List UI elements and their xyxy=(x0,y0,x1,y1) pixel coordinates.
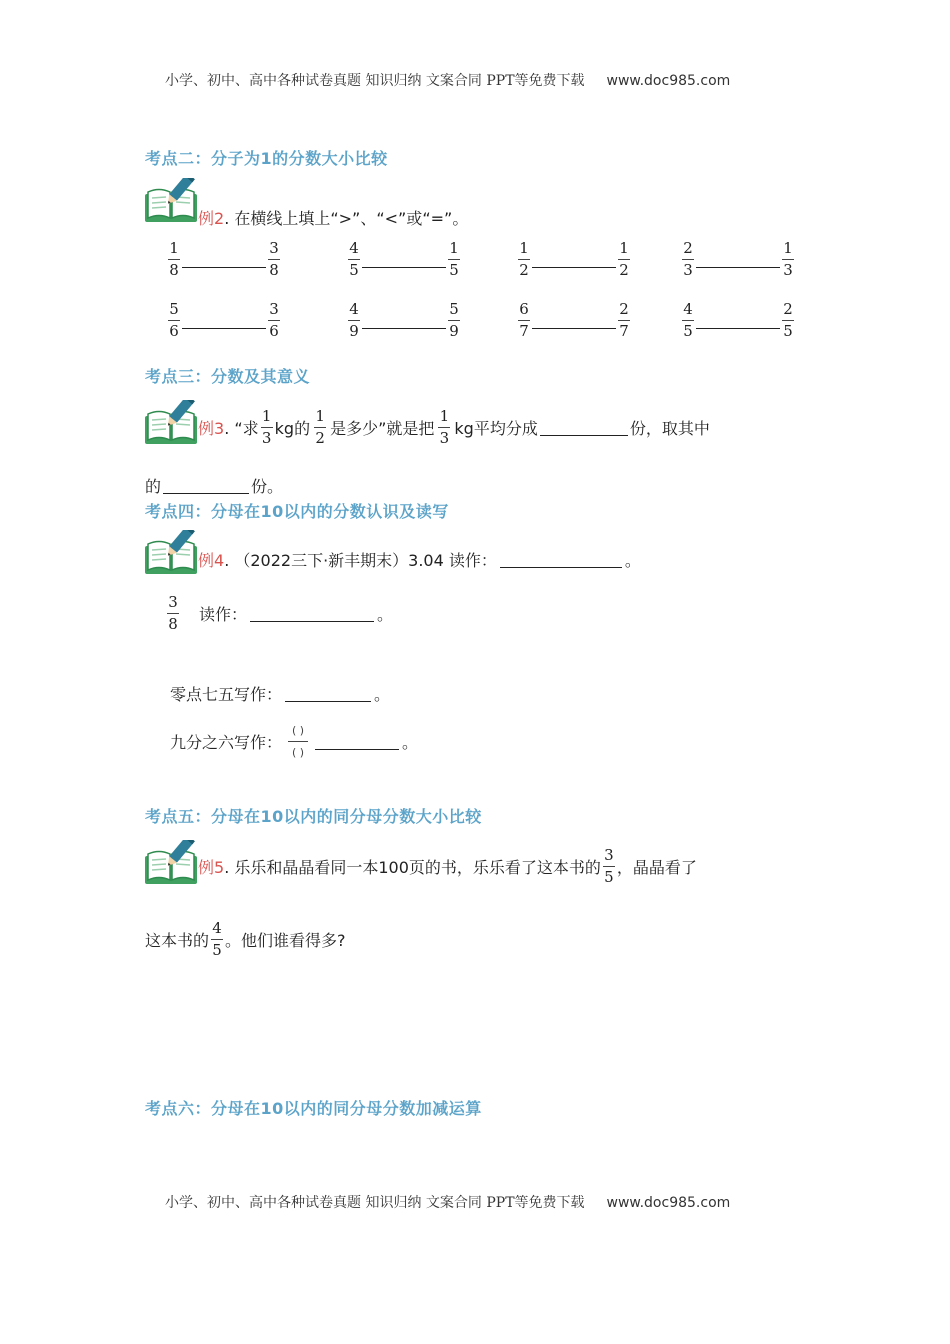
right-fraction xyxy=(268,301,280,340)
denominator: 3 xyxy=(439,428,450,447)
example-5-text-3: 这本书的 xyxy=(145,930,210,950)
comparison-blank[interactable] xyxy=(696,328,780,329)
numerator: 6 xyxy=(519,300,529,318)
numerator: 1 xyxy=(619,239,629,257)
left-fraction xyxy=(682,301,694,340)
answer-blank-write-decimal[interactable] xyxy=(285,685,371,702)
denominator: 6 xyxy=(169,322,179,340)
comparison-blank[interactable] xyxy=(182,267,266,268)
page-header xyxy=(165,70,730,90)
fraction-one-third xyxy=(261,408,273,447)
right-fraction xyxy=(782,301,794,340)
example-4-line-3 xyxy=(170,682,390,705)
comparison-item xyxy=(518,301,630,340)
denominator: 3 xyxy=(261,428,272,447)
numerator: 1 xyxy=(519,239,529,257)
header-text: 小学、初中、高中各种试卷真题 知识归纳 文案合同 PPT等免费下载 xyxy=(165,73,585,89)
example-2-label: 例2 xyxy=(198,209,225,228)
comparison-blank[interactable] xyxy=(696,267,780,268)
numerator: 1 xyxy=(783,239,793,257)
comparison-item xyxy=(682,301,794,340)
comparison-blank[interactable] xyxy=(532,267,616,268)
comparison-item xyxy=(348,240,460,279)
period: 。 xyxy=(377,605,394,624)
denominator: 5 xyxy=(212,940,222,959)
fraction-three-eighths xyxy=(167,594,179,633)
denominator: 8 xyxy=(169,261,179,279)
example-3-text-7: 份。 xyxy=(251,477,284,496)
example-5-text-1: . 乐乐和晶晶看同一本100页的书，乐乐看了这本书的 xyxy=(224,857,601,877)
book-pencil-icon xyxy=(143,178,199,224)
right-fraction xyxy=(448,301,460,340)
right-fraction xyxy=(618,240,630,279)
comparison-item xyxy=(348,301,460,340)
numerator: 5 xyxy=(169,300,179,318)
numerator: 4 xyxy=(349,239,359,257)
left-fraction xyxy=(168,301,180,340)
numerator: 3 xyxy=(168,593,178,611)
right-fraction xyxy=(618,301,630,340)
numerator: 1 xyxy=(261,406,272,425)
denominator-blank[interactable]: ( ) xyxy=(291,745,305,759)
numerator: 3 xyxy=(269,239,279,257)
right-fraction xyxy=(448,240,460,279)
comparison-blank[interactable] xyxy=(362,328,446,329)
example-4-line-1 xyxy=(198,548,641,571)
example-3-text-1: . “求 xyxy=(224,418,259,438)
section-title-3: 考点三：分数及其意义 xyxy=(145,367,311,386)
section-title-4: 考点四：分母在10以内的分数认识及读写 xyxy=(145,502,449,521)
comparison-item xyxy=(518,240,630,279)
example-5-line-1 xyxy=(198,838,697,894)
read-label: 读作： xyxy=(199,605,248,624)
example-3-label: 例3 xyxy=(198,418,225,438)
example-2-prompt xyxy=(198,206,468,229)
right-fraction xyxy=(268,240,280,279)
example-2-text: . 在横线上填上“>”、“<”或“=”。 xyxy=(224,209,469,228)
example-4-line-2 xyxy=(167,594,393,633)
example-5-text-4: 。他们谁看得多? xyxy=(225,930,346,950)
denominator: 3 xyxy=(683,261,693,279)
book-pencil-icon xyxy=(143,530,199,576)
denominator: 2 xyxy=(619,261,629,279)
header-url[interactable]: www.doc985.com xyxy=(606,73,731,89)
book-pencil-icon xyxy=(143,840,199,886)
page-footer xyxy=(165,1192,730,1212)
example-5-label: 例5 xyxy=(198,857,225,877)
section-title-2: 考点二：分子为1的分数大小比较 xyxy=(145,149,388,168)
denominator: 3 xyxy=(783,261,793,279)
example-4-text: . （2022三下·新丰期末）3.04 读作： xyxy=(224,551,497,570)
comparison-blank[interactable] xyxy=(532,328,616,329)
numerator: 2 xyxy=(619,300,629,318)
denominator: 2 xyxy=(519,261,529,279)
numerator: 1 xyxy=(439,406,450,425)
comparison-item xyxy=(168,301,280,340)
section-title-6: 考点六：分母在10以内的同分母分数加减运算 xyxy=(145,1099,482,1118)
left-fraction xyxy=(518,301,530,340)
left-fraction xyxy=(682,240,694,279)
denominator: 2 xyxy=(315,428,325,447)
comparison-item xyxy=(168,240,280,279)
denominator: 5 xyxy=(683,322,693,340)
left-fraction xyxy=(348,301,360,340)
numerator: 3 xyxy=(269,300,279,318)
example-3-text-4: kg平均分成 xyxy=(454,418,538,438)
denominator: 6 xyxy=(269,322,279,340)
example-5-text-2: ，晶晶看了 xyxy=(616,857,697,877)
answer-blank-read-frac[interactable] xyxy=(250,605,374,622)
example-5-line-2 xyxy=(145,911,346,967)
denominator: 5 xyxy=(449,261,459,279)
denominator: 9 xyxy=(349,322,359,340)
numerator: 1 xyxy=(315,406,325,425)
denominator: 7 xyxy=(619,322,629,340)
denominator: 5 xyxy=(604,867,614,886)
denominator: 5 xyxy=(349,261,359,279)
write-label-1: 零点七五写作： xyxy=(170,685,283,704)
denominator: 9 xyxy=(449,322,459,340)
denominator: 7 xyxy=(519,322,529,340)
numerator: 4 xyxy=(683,300,693,318)
book-pencil-icon xyxy=(143,400,199,446)
answer-blank-parts[interactable] xyxy=(540,419,628,436)
left-fraction xyxy=(518,240,530,279)
fraction-one-half xyxy=(314,408,326,447)
numerator: 3 xyxy=(604,845,614,864)
answer-blank-read-304[interactable] xyxy=(500,551,622,568)
numerator: 2 xyxy=(783,300,793,318)
numerator: 4 xyxy=(212,918,222,937)
numerator: 2 xyxy=(683,239,693,257)
numerator: 4 xyxy=(349,300,359,318)
period: 。 xyxy=(402,732,419,752)
comparison-item xyxy=(682,240,794,279)
numerator: 5 xyxy=(449,300,459,318)
example-4-label: 例4 xyxy=(198,551,225,570)
left-fraction xyxy=(348,240,360,279)
example-3-line-1 xyxy=(198,400,710,454)
numerator: 1 xyxy=(449,239,459,257)
answer-blank-write-frac[interactable] xyxy=(315,733,399,750)
comparison-blank[interactable] xyxy=(182,328,266,329)
fraction-blank[interactable] xyxy=(288,722,308,761)
example-4-line-4 xyxy=(170,718,418,764)
footer-text: 小学、初中、高中各种试卷真题 知识归纳 文案合同 PPT等免费下载 xyxy=(165,1195,585,1211)
example-3-text-3: 是多少”就是把 xyxy=(330,418,435,438)
example-3-text-2: kg的 xyxy=(274,418,311,438)
example-3-text-6: 的 xyxy=(145,477,162,496)
fraction-three-fifths xyxy=(603,847,615,886)
period: 。 xyxy=(624,551,641,570)
left-fraction xyxy=(168,240,180,279)
fraction-one-third-2 xyxy=(438,408,450,447)
example-3-line-2 xyxy=(145,474,283,497)
denominator: 5 xyxy=(783,322,793,340)
write-label-2: 九分之六写作： xyxy=(170,732,283,752)
comparison-blank[interactable] xyxy=(362,267,446,268)
numerator-blank[interactable]: ( ) xyxy=(291,723,305,737)
answer-blank-take[interactable] xyxy=(163,477,249,494)
numerator: 1 xyxy=(169,239,179,257)
section-title-5: 考点五：分母在10以内的同分母分数大小比较 xyxy=(145,807,482,826)
example-3-text-5: 份，取其中 xyxy=(629,418,710,438)
denominator: 8 xyxy=(269,261,279,279)
right-fraction xyxy=(782,240,794,279)
period: 。 xyxy=(374,685,391,704)
footer-url[interactable]: www.doc985.com xyxy=(606,1195,731,1211)
denominator: 8 xyxy=(168,615,178,633)
fraction-four-fifths xyxy=(211,920,223,959)
